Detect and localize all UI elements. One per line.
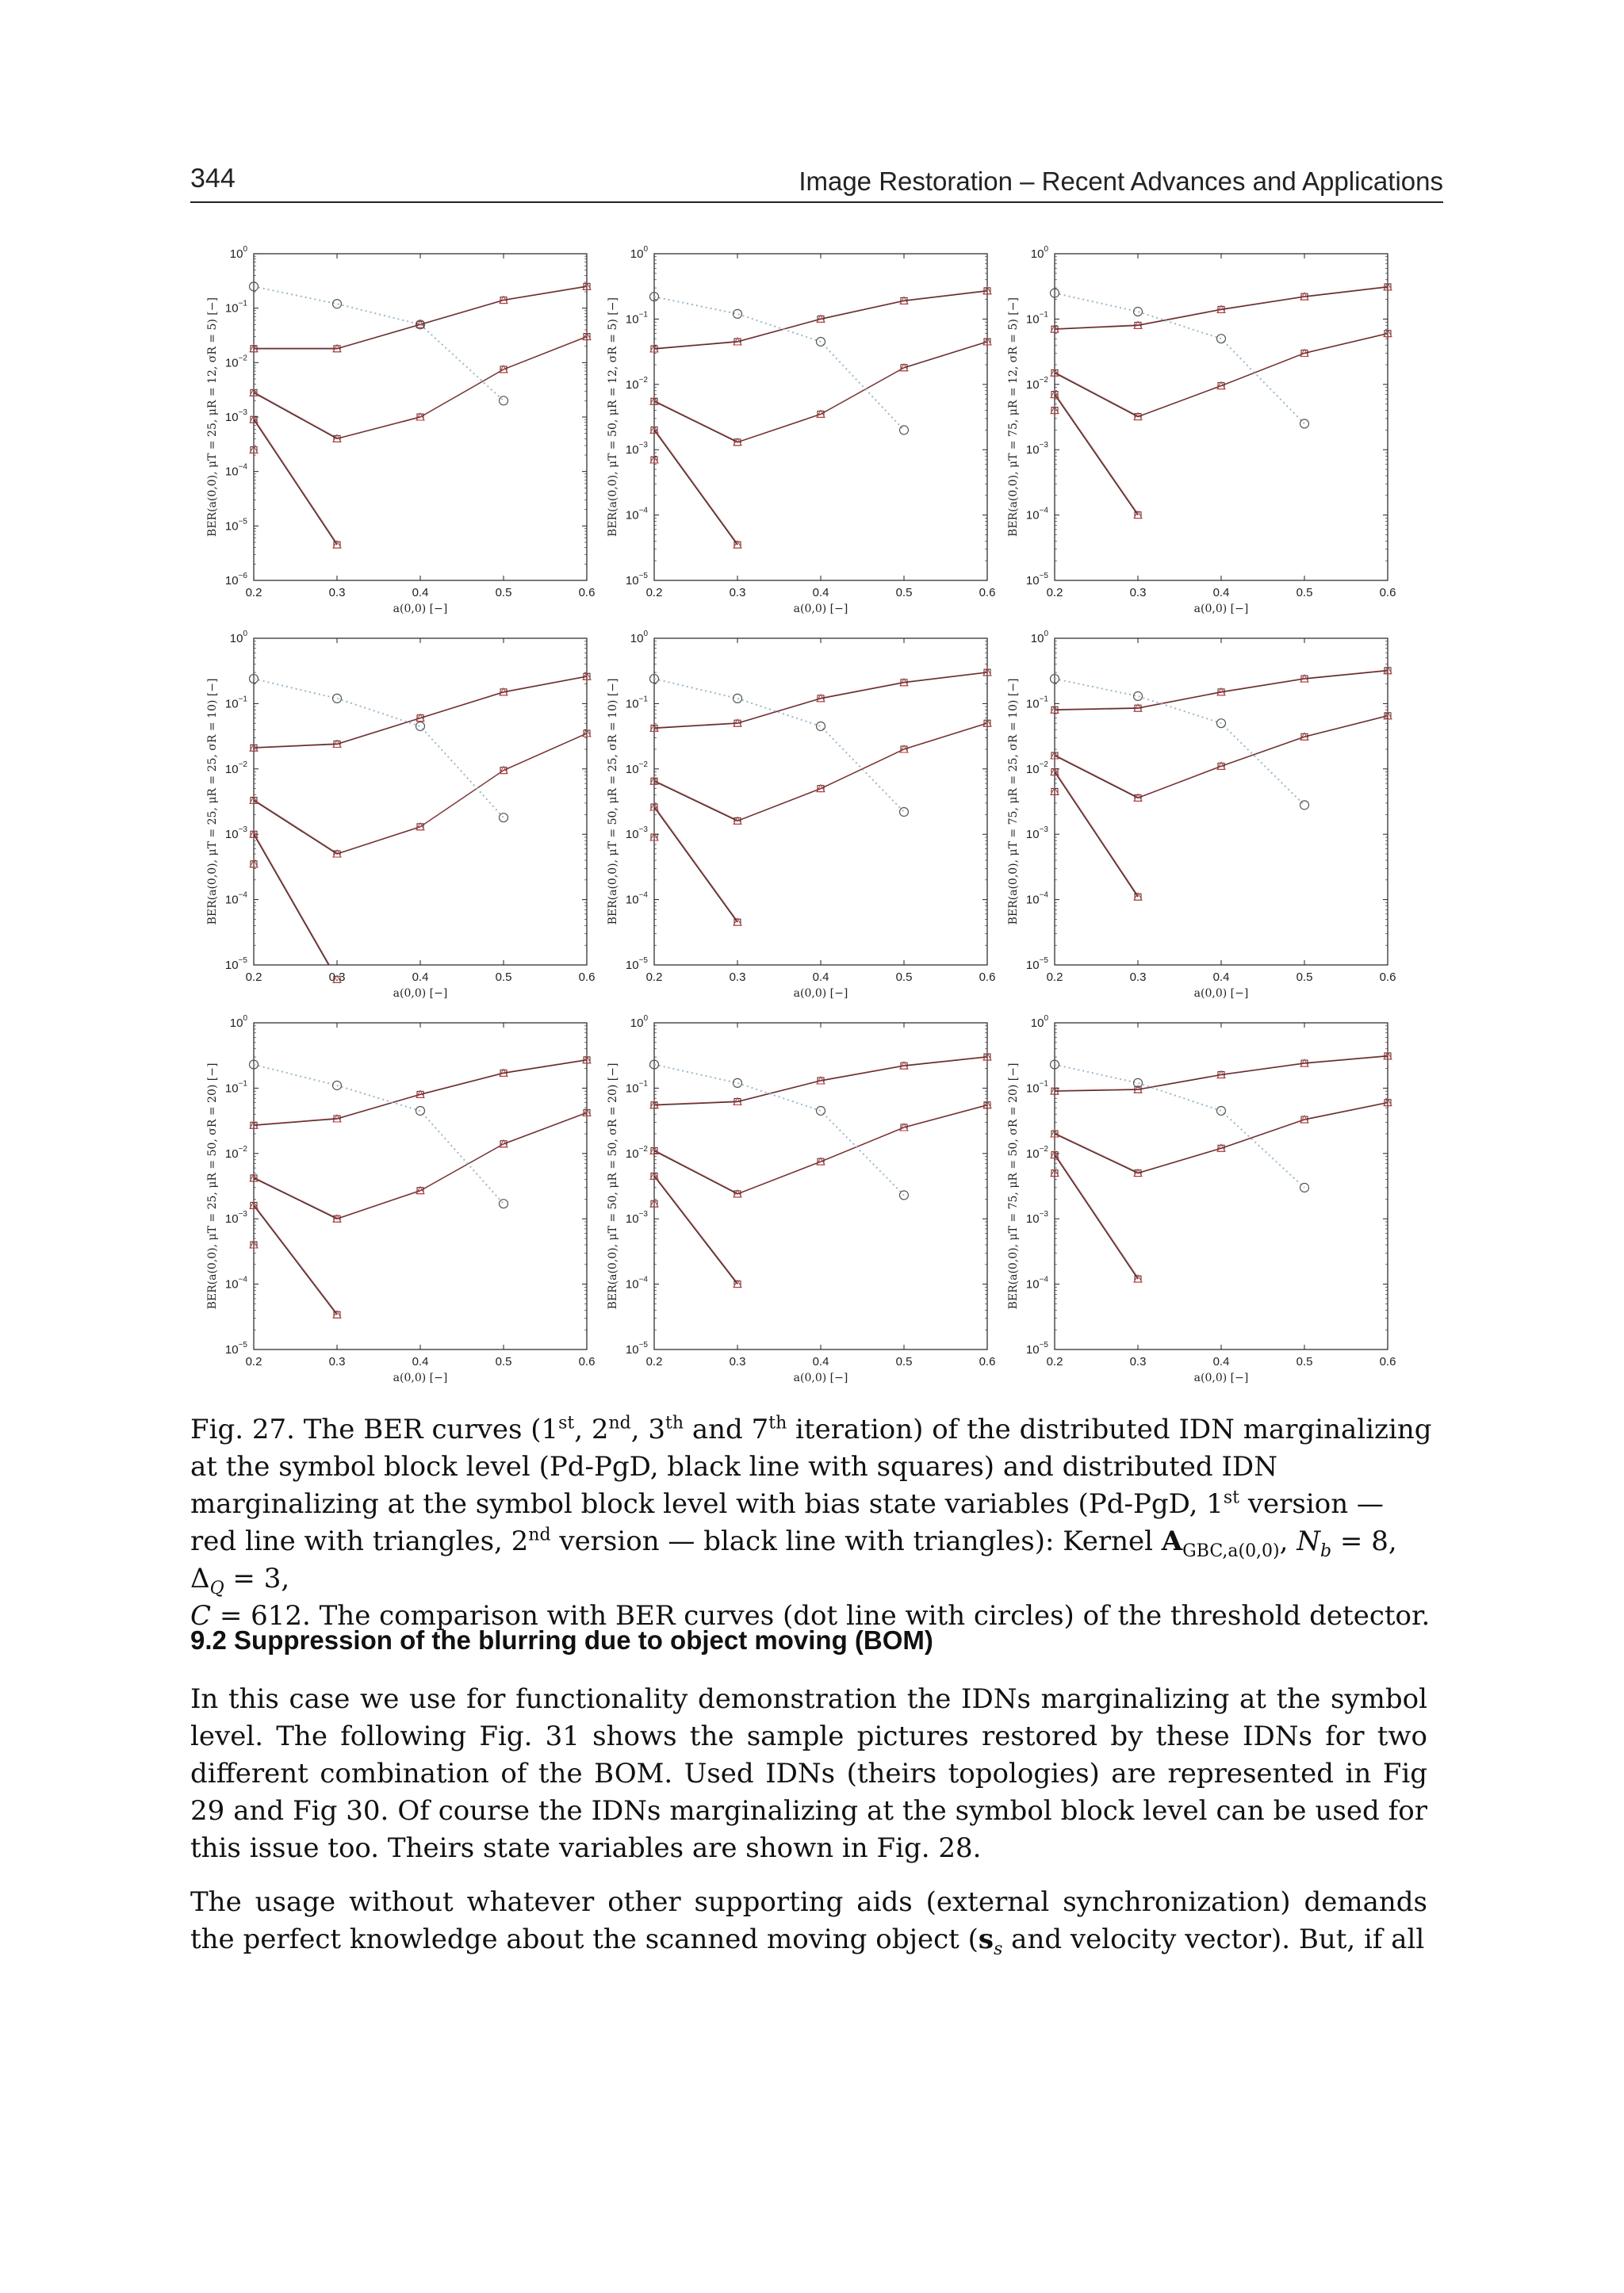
series-line-1st bbox=[654, 291, 987, 349]
series-line-3rd bbox=[254, 419, 337, 545]
y-tick-label: $10^{-5}$ bbox=[224, 517, 247, 534]
caption-text: = 612. The comparison with BER curves (dot line with circles) of the threshold detector. bbox=[211, 1600, 1431, 1632]
series-line-threshold bbox=[254, 679, 504, 817]
kernel-symbol: A bbox=[1161, 1525, 1183, 1557]
x-tick-label: 0.4 bbox=[812, 970, 829, 984]
y-tick-label: $10^{-5}$ bbox=[1025, 1341, 1048, 1357]
caption-text: iteration) of the distributed IDN marginalizing at the symbol block level (Pd-PgD, black line with squares) and distributed IDN marginalizing at the symbol block level with bias state variables (Pd-PgD, 1 bbox=[190, 1414, 1432, 1520]
threshold-marker bbox=[1217, 1106, 1226, 1115]
series-line-threshold bbox=[1055, 1065, 1304, 1188]
y-tick-label: $10^0$ bbox=[630, 1014, 648, 1030]
running-header bbox=[190, 163, 1443, 203]
x-tick-label: 0.4 bbox=[812, 1355, 829, 1369]
nb-subscript: b bbox=[1320, 1541, 1332, 1561]
ber-plot-svg bbox=[591, 238, 996, 622]
y-tick-label: $10^{-2}$ bbox=[625, 760, 648, 776]
threshold-marker bbox=[817, 1106, 825, 1115]
series-line-threshold bbox=[254, 286, 504, 400]
threshold-marker bbox=[1300, 801, 1309, 810]
x-tick-label: 0.2 bbox=[245, 970, 262, 984]
series-line-red-3rd bbox=[655, 806, 738, 921]
y-axis-label: BER(a(0,0), μT = 50, μR = 50, σR = 20) [−] bbox=[607, 1062, 619, 1310]
kernel-subscript: GBC,a(0,0) bbox=[1182, 1541, 1280, 1561]
caption-text: and 7 bbox=[684, 1414, 769, 1445]
x-tick-label: 0.3 bbox=[729, 970, 746, 984]
plot-frame bbox=[1055, 638, 1388, 965]
plot-frame bbox=[1055, 254, 1388, 580]
x-axis-label: a(0,0) [−] bbox=[793, 987, 848, 1000]
y-tick-label: $10^{-3}$ bbox=[224, 1210, 247, 1227]
y-tick-label: $10^{-1}$ bbox=[1025, 1079, 1048, 1096]
c-symbol: C bbox=[190, 1600, 212, 1632]
x-tick-label: 0.2 bbox=[245, 1355, 262, 1369]
plot-frame bbox=[654, 638, 987, 965]
y-tick-label: $10^{-4}$ bbox=[224, 1275, 247, 1292]
x-tick-label: 0.2 bbox=[1046, 1355, 1063, 1369]
series-line-threshold bbox=[654, 1065, 904, 1196]
x-axis-label: a(0,0) [−] bbox=[393, 603, 448, 615]
series-line-red-3rd bbox=[655, 430, 738, 545]
y-tick-label: $10^{-3}$ bbox=[1025, 1210, 1048, 1227]
x-tick-label: 0.4 bbox=[1212, 1355, 1230, 1369]
y-tick-label: $10^0$ bbox=[1030, 1014, 1048, 1030]
y-tick-label: $10^{-3}$ bbox=[625, 825, 648, 842]
y-tick-label: $10^{-1}$ bbox=[224, 299, 247, 316]
caption-text: , 3 bbox=[630, 1414, 666, 1445]
y-tick-label: $10^{-2}$ bbox=[224, 1144, 247, 1161]
x-tick-label: 0.3 bbox=[328, 586, 346, 599]
x-axis-label: a(0,0) [−] bbox=[793, 1372, 848, 1384]
x-tick-label: 0.6 bbox=[1379, 970, 1396, 984]
series-line-threshold bbox=[254, 1065, 504, 1204]
y-axis-label: BER(a(0,0), μT = 25, μR = 25, σR = 10) [−] bbox=[206, 678, 219, 925]
y-axis-label: BER(a(0,0), μT = 25, μR = 12, σR = 5) [−] bbox=[206, 297, 219, 537]
x-tick-label: 0.3 bbox=[1129, 1355, 1147, 1369]
threshold-marker bbox=[900, 426, 909, 434]
series-line-1st bbox=[1055, 1056, 1388, 1091]
y-tick-label: $10^{-3}$ bbox=[1025, 441, 1048, 457]
y-tick-label: $10^{-4}$ bbox=[1025, 1275, 1048, 1292]
series-line-red-2nd bbox=[255, 336, 588, 438]
y-tick-label: $10^{-2}$ bbox=[1025, 760, 1048, 776]
y-tick-label: $10^{-5}$ bbox=[224, 1341, 247, 1357]
series-line-1st bbox=[1055, 671, 1388, 710]
y-tick-label: $10^{-5}$ bbox=[625, 956, 648, 972]
caption-sup: th bbox=[768, 1413, 787, 1434]
threshold-marker bbox=[500, 1200, 508, 1208]
series-line-3rd bbox=[1055, 395, 1138, 515]
caption-sup: nd bbox=[528, 1525, 551, 1545]
series-line-2nd bbox=[254, 337, 587, 439]
paragraph-text: The usage without whatever other supporting aids (external synchronization) demands the perfect knowledge about the scanned moving object ( bbox=[190, 1886, 1427, 1955]
caption-text: version — black line with triangles): Kernel bbox=[550, 1525, 1162, 1557]
threshold-marker bbox=[333, 694, 342, 702]
plot-frame bbox=[654, 1023, 987, 1349]
y-tick-label: $10^{-5}$ bbox=[1025, 572, 1048, 588]
y-tick-label: $10^{-4}$ bbox=[224, 462, 247, 479]
y-tick-label: $10^{-1}$ bbox=[1025, 310, 1048, 327]
x-tick-label: 0.5 bbox=[495, 586, 512, 599]
x-tick-label: 0.6 bbox=[578, 1355, 596, 1369]
running-title: Image Restoration – Recent Advances and Applications bbox=[799, 167, 1443, 196]
series-line-1st bbox=[254, 676, 587, 748]
y-tick-label: $10^{-5}$ bbox=[625, 1341, 648, 1357]
y-axis-label: BER(a(0,0), μT = 25, μR = 50, σR = 20) [−] bbox=[206, 1062, 219, 1310]
series-line-red-3rd bbox=[255, 833, 338, 978]
plot-frame bbox=[254, 638, 587, 965]
caption-text: The BER curves (1 bbox=[303, 1414, 559, 1445]
x-axis-label: a(0,0) [−] bbox=[393, 1372, 448, 1384]
y-tick-label: $10^{-1}$ bbox=[224, 695, 247, 711]
x-axis-label: a(0,0) [−] bbox=[793, 603, 848, 615]
series-line-3rd bbox=[254, 834, 337, 979]
threshold-marker bbox=[1217, 335, 1226, 343]
x-tick-label: 0.4 bbox=[1212, 970, 1230, 984]
y-tick-label: $10^{-4}$ bbox=[625, 506, 648, 523]
series-line-red-2nd bbox=[255, 1112, 588, 1219]
paragraph-2 bbox=[190, 1884, 1427, 1958]
y-tick-label: $10^{-1}$ bbox=[625, 1079, 648, 1096]
x-tick-label: 0.3 bbox=[1129, 586, 1147, 599]
caption-text: = 3, bbox=[224, 1563, 290, 1594]
caption-text: , bbox=[1279, 1525, 1297, 1557]
y-tick-label: $10^{-5}$ bbox=[1025, 956, 1048, 972]
series-line-3rd bbox=[254, 1205, 337, 1315]
dq-subscript: Q bbox=[209, 1578, 224, 1598]
y-axis-label: BER(a(0,0), μT = 75, μR = 12, σR = 5) [−] bbox=[1007, 297, 1020, 537]
threshold-marker bbox=[416, 722, 425, 730]
y-tick-label: $10^{-2}$ bbox=[1025, 1144, 1048, 1161]
y-tick-label: $10^{-3}$ bbox=[224, 408, 247, 424]
y-axis-label: BER(a(0,0), μT = 50, μR = 25, σR = 10) [−] bbox=[607, 678, 619, 925]
y-tick-label: $10^{-1}$ bbox=[1025, 695, 1048, 711]
x-tick-label: 0.5 bbox=[495, 1355, 512, 1369]
ber-plot-svg bbox=[991, 1007, 1396, 1391]
y-tick-label: $10^{-3}$ bbox=[224, 825, 247, 842]
y-tick-label: $10^{-5}$ bbox=[625, 572, 648, 588]
ber-plot-4 bbox=[190, 622, 596, 1006]
y-tick-label: $10^{-4}$ bbox=[625, 890, 648, 907]
threshold-marker bbox=[817, 722, 825, 730]
ber-plot-3 bbox=[991, 238, 1396, 622]
s-symbol: s bbox=[978, 1924, 994, 1955]
x-tick-label: 0.6 bbox=[1379, 1355, 1396, 1369]
y-tick-label: $10^0$ bbox=[1030, 630, 1048, 645]
x-tick-label: 0.5 bbox=[495, 970, 512, 984]
ber-plot-svg bbox=[190, 238, 596, 622]
ber-plot-svg bbox=[591, 1007, 996, 1391]
x-tick-label: 0.3 bbox=[729, 1355, 746, 1369]
y-tick-label: $10^{-3}$ bbox=[625, 441, 648, 457]
caption-sup: nd bbox=[608, 1413, 631, 1434]
y-tick-label: $10^{-3}$ bbox=[1025, 825, 1048, 842]
threshold-marker bbox=[500, 396, 508, 405]
y-tick-label: $10^{-4}$ bbox=[224, 890, 247, 907]
series-line-3rd bbox=[1055, 1155, 1138, 1280]
paragraph-text: and velocity vector). But, if all bbox=[1002, 1924, 1425, 1955]
series-line-1st bbox=[1055, 287, 1388, 329]
x-tick-label: 0.2 bbox=[645, 970, 663, 984]
threshold-marker bbox=[500, 813, 508, 822]
ber-plot-1 bbox=[190, 238, 596, 622]
series-line-2nd bbox=[254, 733, 587, 854]
x-tick-label: 0.3 bbox=[729, 586, 746, 599]
series-line-red-3rd bbox=[1055, 771, 1139, 897]
caption-sup: st bbox=[558, 1413, 575, 1434]
series-line-threshold bbox=[1055, 679, 1304, 805]
y-tick-label: $10^{-2}$ bbox=[625, 1144, 648, 1161]
series-line-2nd bbox=[1055, 334, 1388, 417]
caption-sup: st bbox=[1223, 1487, 1240, 1508]
y-tick-label: $10^{-2}$ bbox=[625, 375, 648, 392]
x-tick-label: 0.2 bbox=[645, 586, 663, 599]
x-tick-label: 0.4 bbox=[1212, 586, 1230, 599]
x-tick-label: 0.3 bbox=[328, 970, 346, 984]
x-tick-label: 0.6 bbox=[1379, 586, 1396, 599]
y-tick-label: $10^{-2}$ bbox=[224, 354, 247, 370]
ber-plot-svg bbox=[190, 1007, 596, 1391]
x-tick-label: 0.6 bbox=[578, 970, 596, 984]
figure-caption bbox=[190, 1411, 1435, 1635]
x-tick-label: 0.5 bbox=[1296, 586, 1313, 599]
y-tick-label: $10^{-4}$ bbox=[1025, 506, 1048, 523]
figure-27 bbox=[190, 238, 1443, 1403]
series-line-3rd bbox=[654, 430, 737, 545]
s-subscript: s bbox=[994, 1939, 1003, 1959]
series-line-red-3rd bbox=[1055, 394, 1139, 515]
y-tick-label: $10^{-2}$ bbox=[1025, 375, 1048, 392]
ber-plot-5 bbox=[591, 622, 996, 1006]
x-tick-label: 0.2 bbox=[245, 586, 262, 599]
y-tick-label: $10^0$ bbox=[630, 630, 648, 645]
x-axis-label: a(0,0) [−] bbox=[1193, 987, 1249, 1000]
caption-text: = 8, Δ bbox=[190, 1525, 1397, 1594]
caption-text: , 2 bbox=[574, 1414, 609, 1445]
series-line-2nd bbox=[1055, 1103, 1388, 1173]
y-tick-label: $10^{-4}$ bbox=[625, 1275, 648, 1292]
x-tick-label: 0.5 bbox=[895, 970, 913, 984]
series-line-red-2nd bbox=[655, 1104, 988, 1193]
series-line-1st bbox=[654, 1057, 987, 1105]
x-tick-label: 0.4 bbox=[812, 586, 829, 599]
ber-plot-6 bbox=[991, 622, 1396, 1006]
x-tick-label: 0.5 bbox=[1296, 970, 1313, 984]
y-tick-label: $10^0$ bbox=[229, 245, 247, 261]
x-tick-label: 0.6 bbox=[979, 586, 996, 599]
y-axis-label: BER(a(0,0), μT = 75, μR = 50, σR = 20) [−] bbox=[1007, 1062, 1020, 1310]
threshold-marker bbox=[733, 694, 742, 702]
x-axis-label: a(0,0) [−] bbox=[1193, 1372, 1249, 1384]
x-tick-label: 0.5 bbox=[895, 1355, 913, 1369]
y-tick-label: $10^{-6}$ bbox=[224, 572, 247, 588]
series-line-red-3rd bbox=[255, 419, 338, 544]
ber-plot-2 bbox=[591, 238, 996, 622]
ber-plot-7 bbox=[190, 1007, 596, 1391]
x-tick-label: 0.4 bbox=[412, 586, 429, 599]
x-tick-label: 0.5 bbox=[1296, 1355, 1313, 1369]
x-tick-label: 0.6 bbox=[979, 970, 996, 984]
section-heading: 9.2 Suppression of the blurring due to object moving (BOM) bbox=[190, 1625, 933, 1655]
y-tick-label: $10^0$ bbox=[1030, 245, 1048, 261]
figure-label: Fig. 27. bbox=[190, 1414, 295, 1445]
y-tick-label: $10^{-1}$ bbox=[224, 1079, 247, 1096]
y-tick-label: $10^0$ bbox=[630, 245, 648, 261]
caption-text: version — red line with triangles, 2 bbox=[190, 1488, 1384, 1557]
series-line-red-3rd bbox=[255, 1205, 338, 1315]
x-tick-label: 0.4 bbox=[412, 970, 429, 984]
y-axis-label: BER(a(0,0), μT = 50, μR = 12, σR = 5) [−] bbox=[607, 297, 619, 537]
ber-plot-svg bbox=[991, 238, 1396, 622]
series-line-2nd bbox=[254, 1112, 587, 1219]
ber-plot-9 bbox=[991, 1007, 1396, 1391]
x-tick-label: 0.6 bbox=[578, 586, 596, 599]
y-tick-label: $10^{-4}$ bbox=[1025, 890, 1048, 907]
ber-plot-svg bbox=[591, 622, 996, 1006]
x-tick-label: 0.2 bbox=[1046, 970, 1063, 984]
threshold-marker bbox=[900, 807, 909, 816]
series-line-red-3rd bbox=[1055, 1154, 1139, 1279]
x-tick-label: 0.6 bbox=[979, 1355, 996, 1369]
threshold-marker bbox=[416, 1106, 425, 1115]
y-axis-label: BER(a(0,0), μT = 75, μR = 25, σR = 10) [−] bbox=[1007, 678, 1020, 925]
y-tick-label: $10^{-2}$ bbox=[224, 760, 247, 776]
x-tick-label: 0.5 bbox=[895, 586, 913, 599]
series-line-red-1st bbox=[655, 1056, 988, 1104]
x-tick-label: 0.2 bbox=[1046, 586, 1063, 599]
ber-plot-8 bbox=[591, 1007, 996, 1391]
nb-symbol: N bbox=[1297, 1525, 1321, 1557]
series-line-red-2nd bbox=[255, 733, 588, 853]
series-line-1st bbox=[654, 672, 987, 728]
paragraph-1: In this case we use for functionality demonstration the IDNs marginalizing at the symbol level. The following Fig. 31 shows the sample pictures restored by these IDNs for two different combination of the BOM. Used IDNs (theirs topologies) are represented in Fig 29 and Fig 30. Of course the IDNs marginalizing at the symbol block level can be used for this issue too. Theirs state variables are shown in Fig. 28. bbox=[190, 1683, 1427, 1864]
threshold-marker bbox=[1300, 419, 1309, 428]
x-tick-label: 0.3 bbox=[328, 1355, 346, 1369]
x-axis-label: a(0,0) [−] bbox=[393, 987, 448, 1000]
x-axis-label: a(0,0) [−] bbox=[1193, 603, 1249, 615]
page-number: 344 bbox=[190, 163, 236, 193]
x-tick-label: 0.4 bbox=[412, 1355, 429, 1369]
series-line-threshold bbox=[1055, 293, 1304, 424]
x-tick-label: 0.3 bbox=[1129, 970, 1147, 984]
series-line-1st bbox=[254, 286, 587, 349]
series-line-red-3rd bbox=[655, 1176, 738, 1284]
series-line-red-1st bbox=[655, 672, 988, 727]
series-line-2nd bbox=[654, 1105, 987, 1194]
series-line-3rd bbox=[654, 807, 737, 922]
series-line-2nd bbox=[654, 723, 987, 821]
series-line-threshold bbox=[654, 679, 904, 812]
ber-plot-svg bbox=[190, 622, 596, 1006]
y-tick-label: $10^{-5}$ bbox=[224, 956, 247, 972]
y-tick-label: $10^0$ bbox=[229, 630, 247, 645]
y-tick-label: $10^{-3}$ bbox=[625, 1210, 648, 1227]
ber-plot-svg bbox=[991, 622, 1396, 1006]
y-tick-label: $10^{-1}$ bbox=[625, 310, 648, 327]
y-tick-label: $10^0$ bbox=[229, 1014, 247, 1030]
x-tick-label: 0.2 bbox=[645, 1355, 663, 1369]
series-line-red-1st bbox=[255, 676, 588, 747]
caption-sup: th bbox=[665, 1413, 684, 1434]
series-line-red-1st bbox=[255, 286, 588, 349]
y-tick-label: $10^{-1}$ bbox=[625, 695, 648, 711]
series-line-3rd bbox=[654, 1176, 737, 1284]
series-line-threshold bbox=[654, 297, 904, 430]
